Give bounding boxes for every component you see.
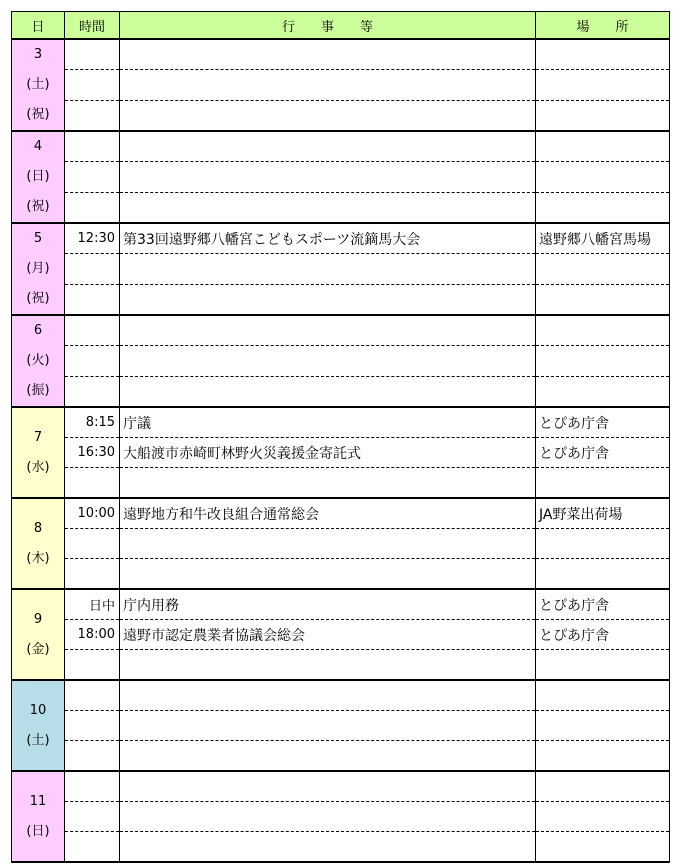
event-cell bbox=[120, 100, 536, 131]
schedule-row bbox=[12, 620, 670, 650]
event-cell bbox=[120, 680, 536, 711]
day-weekday-label: (土) bbox=[26, 77, 50, 92]
event-cell bbox=[120, 559, 536, 590]
event-cell: 遠野地方和牛改良組合通常総会 bbox=[120, 498, 536, 529]
place-cell bbox=[536, 559, 670, 590]
place-cell bbox=[536, 771, 670, 802]
day-weekday-label: (木) bbox=[26, 550, 50, 566]
event-cell bbox=[120, 376, 536, 407]
schedule-row bbox=[12, 741, 670, 772]
time-cell bbox=[65, 254, 120, 284]
place-cell bbox=[536, 131, 670, 162]
day-number: 5 bbox=[33, 231, 43, 246]
schedule-row bbox=[12, 162, 670, 192]
event-cell bbox=[120, 346, 536, 376]
event-cell bbox=[120, 192, 536, 223]
day-weekday-label: (祝) bbox=[26, 291, 50, 306]
header-day: 日 bbox=[12, 12, 65, 40]
header-place: 場 所 bbox=[536, 12, 670, 40]
schedule-row bbox=[12, 70, 670, 100]
day-weekday-label: (日) bbox=[26, 823, 50, 839]
schedule-row bbox=[12, 254, 670, 284]
day-cell bbox=[12, 771, 65, 862]
event-cell: 庁議 bbox=[120, 407, 536, 438]
time-cell: 18:00 bbox=[65, 620, 120, 650]
time-cell bbox=[65, 162, 120, 192]
schedule-row bbox=[12, 650, 670, 681]
time-cell bbox=[65, 680, 120, 711]
schedule-row bbox=[12, 711, 670, 741]
place-cell bbox=[536, 284, 670, 315]
schedule-body bbox=[12, 39, 670, 862]
header-event: 行 事 等 bbox=[120, 12, 536, 40]
place-cell bbox=[536, 802, 670, 832]
day-number: 3 bbox=[33, 47, 43, 62]
time-cell: 10:00 bbox=[65, 498, 120, 529]
time-cell bbox=[65, 70, 120, 100]
time-cell bbox=[65, 650, 120, 681]
event-cell: 第33回遠野郷八幡宮こどもスポーツ流鏑馬大会 bbox=[120, 223, 536, 254]
event-cell: 庁内用務 bbox=[120, 589, 536, 620]
day-weekday-label: (振) bbox=[26, 383, 50, 398]
place-cell: 遠野郷八幡宮馬場 bbox=[536, 223, 670, 254]
event-cell: 遠野市認定農業者協議会総会 bbox=[120, 620, 536, 650]
day-number: 8 bbox=[33, 520, 43, 536]
schedule-row bbox=[12, 223, 670, 254]
place-cell bbox=[536, 376, 670, 407]
place-cell bbox=[536, 741, 670, 772]
day-weekday-label: (金) bbox=[26, 641, 50, 657]
time-cell bbox=[65, 711, 120, 741]
schedule-row bbox=[12, 39, 670, 70]
schedule-row bbox=[12, 376, 670, 407]
time-cell bbox=[65, 832, 120, 863]
place-cell bbox=[536, 346, 670, 376]
place-cell bbox=[536, 39, 670, 70]
day-weekday-label: (祝) bbox=[26, 107, 50, 122]
schedule-row bbox=[12, 315, 670, 346]
place-cell bbox=[536, 650, 670, 681]
place-cell bbox=[536, 315, 670, 346]
time-cell bbox=[65, 315, 120, 346]
schedule-row bbox=[12, 529, 670, 559]
time-cell bbox=[65, 100, 120, 131]
event-cell bbox=[120, 284, 536, 315]
event-cell bbox=[120, 315, 536, 346]
schedule-row bbox=[12, 498, 670, 529]
day-cell bbox=[12, 223, 65, 315]
event-cell bbox=[120, 162, 536, 192]
day-cell bbox=[12, 131, 65, 223]
time-cell bbox=[65, 39, 120, 70]
time-cell bbox=[65, 802, 120, 832]
time-cell bbox=[65, 529, 120, 559]
schedule-row bbox=[12, 832, 670, 863]
schedule-row bbox=[12, 131, 670, 162]
place-cell: とぴあ庁舎 bbox=[536, 438, 670, 468]
day-weekday-label: (月) bbox=[26, 261, 50, 276]
schedule-row bbox=[12, 589, 670, 620]
schedule-row bbox=[12, 346, 670, 376]
time-cell bbox=[65, 376, 120, 407]
time-cell: 日中 bbox=[65, 589, 120, 620]
day-cell bbox=[12, 315, 65, 407]
event-cell bbox=[120, 529, 536, 559]
schedule-row bbox=[12, 468, 670, 499]
time-cell bbox=[65, 131, 120, 162]
time-cell bbox=[65, 192, 120, 223]
schedule-row bbox=[12, 407, 670, 438]
day-cell bbox=[12, 680, 65, 771]
day-number: 9 bbox=[33, 611, 43, 627]
day-number: 10 bbox=[29, 702, 47, 718]
day-number: 11 bbox=[29, 793, 47, 809]
day-cell bbox=[12, 407, 65, 498]
place-cell bbox=[536, 680, 670, 711]
time-cell: 12:30 bbox=[65, 223, 120, 254]
day-weekday-label: (水) bbox=[26, 459, 50, 475]
day-number: 6 bbox=[33, 323, 43, 338]
header-row bbox=[12, 12, 670, 40]
day-cell bbox=[12, 39, 65, 131]
event-cell bbox=[120, 70, 536, 100]
place-cell bbox=[536, 254, 670, 284]
time-cell bbox=[65, 559, 120, 590]
place-cell: とぴあ庁舎 bbox=[536, 407, 670, 438]
place-cell bbox=[536, 162, 670, 192]
day-weekday-label: (火) bbox=[26, 353, 50, 368]
place-cell bbox=[536, 100, 670, 131]
schedule-row bbox=[12, 559, 670, 590]
schedule-row bbox=[12, 680, 670, 711]
schedule-row bbox=[12, 284, 670, 315]
place-cell bbox=[536, 529, 670, 559]
day-weekday-label: (日) bbox=[26, 169, 50, 184]
event-cell bbox=[120, 771, 536, 802]
event-cell: 大船渡市赤崎町林野火災義援金寄託式 bbox=[120, 438, 536, 468]
schedule-row bbox=[12, 192, 670, 223]
time-cell bbox=[65, 741, 120, 772]
day-weekday-label: (土) bbox=[26, 732, 50, 748]
place-cell: とぴあ庁舎 bbox=[536, 589, 670, 620]
time-cell bbox=[65, 468, 120, 499]
day-cell bbox=[12, 498, 65, 589]
event-cell bbox=[120, 711, 536, 741]
place-cell bbox=[536, 192, 670, 223]
place-cell bbox=[536, 711, 670, 741]
place-cell: JA野菜出荷場 bbox=[536, 498, 670, 529]
day-cell bbox=[12, 589, 65, 680]
event-cell bbox=[120, 650, 536, 681]
event-cell bbox=[120, 131, 536, 162]
header-time: 時間 bbox=[65, 12, 120, 40]
place-cell bbox=[536, 70, 670, 100]
event-cell bbox=[120, 254, 536, 284]
schedule-row bbox=[12, 771, 670, 802]
time-cell bbox=[65, 346, 120, 376]
schedule-row bbox=[12, 802, 670, 832]
place-cell bbox=[536, 468, 670, 499]
place-cell bbox=[536, 832, 670, 863]
event-cell bbox=[120, 468, 536, 499]
day-weekday-label: (祝) bbox=[26, 199, 50, 214]
day-number: 7 bbox=[33, 429, 43, 445]
event-cell bbox=[120, 832, 536, 863]
time-cell bbox=[65, 771, 120, 802]
schedule-table bbox=[11, 11, 670, 863]
day-number: 4 bbox=[33, 139, 43, 154]
time-cell bbox=[65, 284, 120, 315]
schedule-row bbox=[12, 438, 670, 468]
place-cell: とぴあ庁舎 bbox=[536, 620, 670, 650]
time-cell: 16:30 bbox=[65, 438, 120, 468]
event-cell bbox=[120, 741, 536, 772]
time-cell: 8:15 bbox=[65, 407, 120, 438]
event-cell bbox=[120, 802, 536, 832]
schedule-row bbox=[12, 100, 670, 131]
event-cell bbox=[120, 39, 536, 70]
